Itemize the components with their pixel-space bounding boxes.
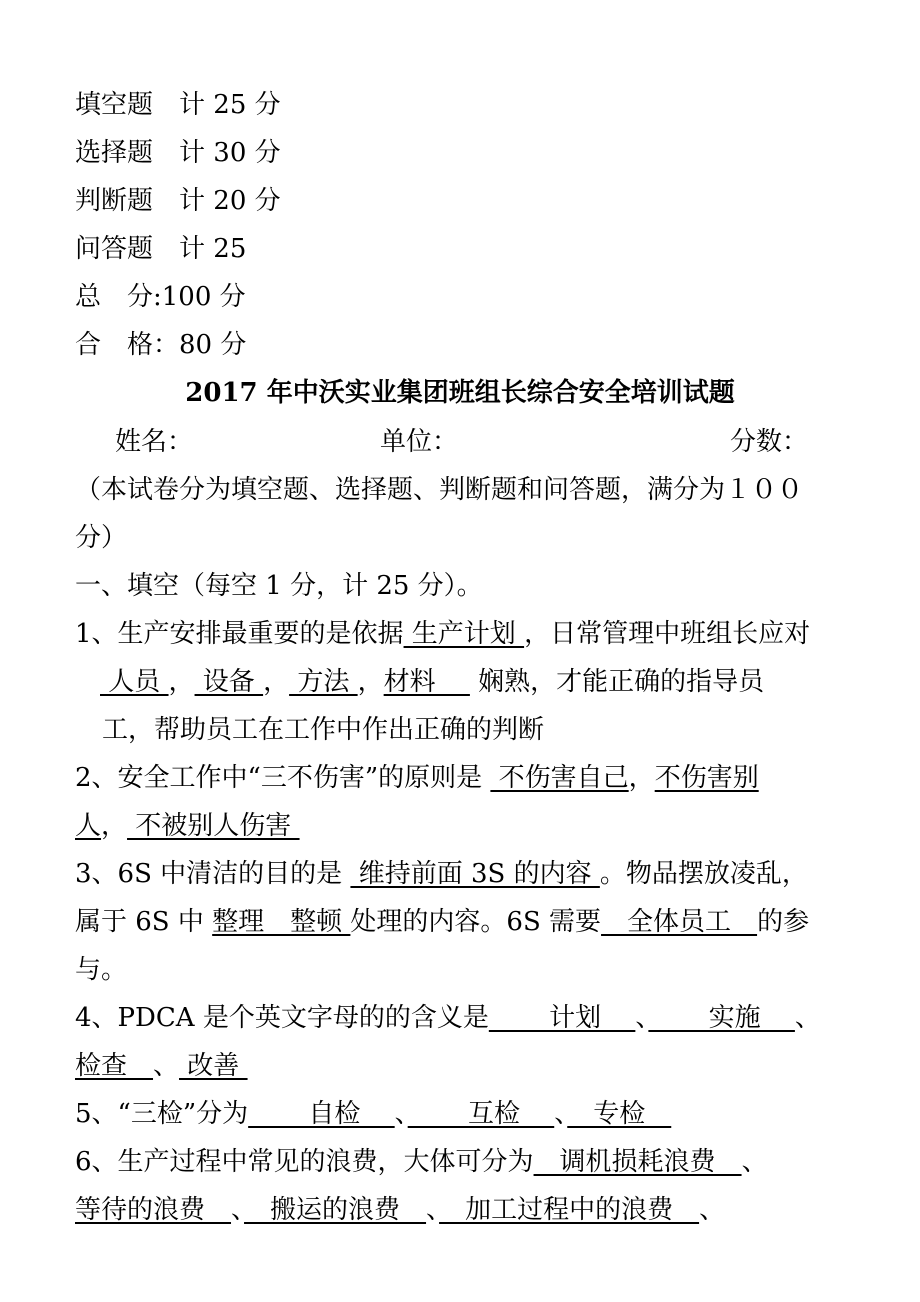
- answer-blank: 全体员工: [601, 907, 758, 937]
- answer-blank: 计划: [488, 1003, 636, 1033]
- question-6-line-2: 等待的浪费 、 搬运的浪费 、 加工过程中的浪费 、: [75, 1195, 726, 1225]
- answer-blank: 搬运的浪费: [244, 1195, 427, 1225]
- answer-blank: 实施: [648, 1003, 795, 1033]
- summary-line-choice: 选择题 计 30 分: [75, 138, 281, 168]
- question-1-line-2: 人员 ， 设备 ， 方法 ，材料 娴熟，才能正确的指导员: [100, 667, 765, 697]
- answer-blank: 生产计划: [403, 619, 525, 649]
- question-3-line-2: 属于 6S 中 整理 整顿 处理的内容。6S 需要 全体员工 的参: [75, 907, 810, 937]
- question-5-line-1: 5、“三检”分为 自检 、 互检 、 专检: [75, 1099, 672, 1129]
- section-heading-fill: 一、填空（每空 1 分，计 25 分）。: [75, 571, 483, 601]
- score-field-label: 分数：: [730, 427, 809, 457]
- answer-blank: 人: [75, 811, 102, 841]
- summary-line-fill: 填空题 计 25 分: [75, 90, 281, 120]
- unit-field-label: 单位：: [380, 427, 459, 457]
- exam-title: 2017 年中沃实业集团班组长综合安全培训试题: [185, 378, 735, 408]
- question-2-line-2: 人， 不被别人伤害: [75, 811, 300, 841]
- question-1-line-1: 1、生产安排最重要的是依据 生产计划 ，日常管理中班组长应对: [75, 619, 811, 649]
- question-1-line-3: 工，帮助员工在工作中作出正确的判断: [102, 715, 545, 745]
- summary-line-qa: 问答题 计 25: [75, 234, 247, 264]
- answer-blank: 不伤害别: [654, 763, 759, 793]
- answer-blank: 材料: [383, 667, 470, 697]
- answer-blank: 不伤害自己: [490, 763, 629, 793]
- summary-line-pass: 合 格：80 分: [75, 330, 247, 360]
- answer-blank: 互检: [407, 1099, 555, 1129]
- intro-line-2: 分）: [75, 523, 128, 553]
- answer-blank: 等待的浪费: [75, 1195, 232, 1225]
- question-4-line-1: 4、PDCA 是个英文字母的的含义是 计划 、 实施 、: [75, 1003, 821, 1033]
- intro-line-1: （本试卷分为填空题、选择题、判断题和问答题，满分为１００: [75, 475, 804, 505]
- answer-blank: 整理 整顿: [212, 907, 351, 937]
- question-2-line-1: 2、安全工作中“三不伤害”的原则是 不伤害自己，不伤害别: [75, 763, 759, 793]
- question-3-line-3: 与。: [75, 955, 128, 985]
- answer-blank: 改善: [179, 1051, 248, 1081]
- answer-blank: 自检: [248, 1099, 395, 1129]
- answer-blank: 方法: [289, 667, 358, 697]
- answer-blank: 专检: [567, 1099, 672, 1129]
- answer-blank: 检查: [75, 1051, 154, 1081]
- answer-blank: 人员: [100, 667, 169, 697]
- name-field-label: 姓名：: [115, 427, 194, 457]
- summary-line-total: 总 分:100 分: [75, 282, 246, 312]
- answer-blank: 维持前面 3S 的内容: [350, 859, 600, 889]
- answer-blank: 设备: [194, 667, 264, 697]
- answer-blank: 调机损耗浪费: [533, 1147, 742, 1177]
- summary-line-judge: 判断题 计 20 分: [75, 186, 281, 216]
- answer-blank: 不被别人伤害: [127, 811, 300, 841]
- question-3-line-1: 3、6S 中清洁的目的是 维持前面 3S 的内容 。物品摆放凌乱，: [75, 859, 808, 889]
- question-4-line-2: 检查 、 改善: [75, 1051, 248, 1081]
- answer-blank: 加工过程中的浪费: [439, 1195, 700, 1225]
- question-6-line-1: 6、生产过程中常见的浪费，大体可分为 调机损耗浪费 、: [75, 1147, 768, 1177]
